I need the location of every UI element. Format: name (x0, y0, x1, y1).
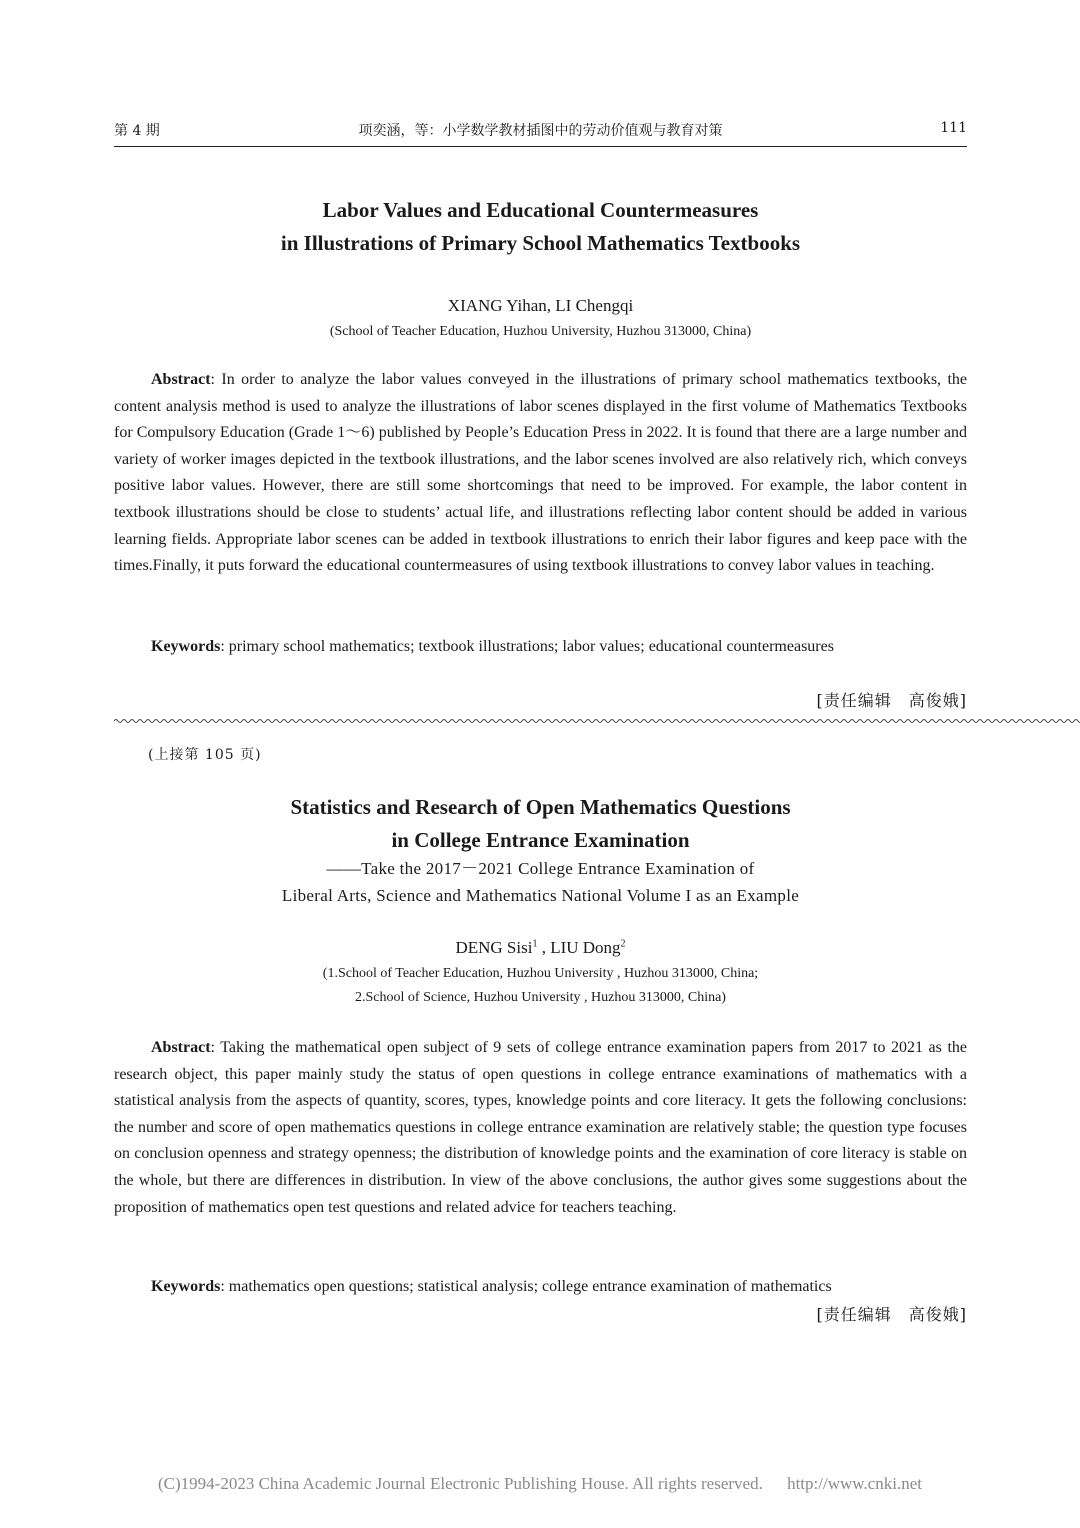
article1-abstract: Abstract: In order to analyze the labor values conveyed in the illustrations of primary school mathematics textbooks, the content analysis method is used to analyze the illustrations of labor scenes displayed in the first volume of Mathematics Textbooks for Compulsory Education (Grade 1～6) published by People’s Education Press in 2022. It is found that there are a large number and variety of worker images depicted in the textbook illustrations, and the labor scenes involved are also relatively rich, which conveys positive labor values. However, there are still some shortcomings that need to be improved. For example, the labor content in textbook illustrations should be close to students’ actual life, and illustrations reflecting labor content should be added in various learning fields. Appropriate labor scenes can be added in textbook illustrations to enrich their labor figures and keep pace with the times.Finally, it puts forward the educational countermeasures of using textbook illustrations to convey labor values in teaching. (114, 371, 968, 575)
article2-subtitle-line2: Liberal Arts, Science and Mathematics National Volume I as an Example (281, 886, 800, 905)
copyright-text: (C)1994-2023 China Academic Journal Electronic Publishing House. All rights reserved. (158, 1474, 763, 1493)
running-header (114, 118, 967, 142)
wavy-divider (114, 716, 1080, 726)
article2-abstract-label: Abstract (151, 1039, 211, 1056)
author1-sup: 1 (532, 938, 538, 950)
article2-keywords-text: mathematics open questions; statistical analysis; college entrance examination of mathematics (228, 1278, 832, 1295)
article1-abstract-text: In order to analyze the labor values conveyed in the illustrations of primary school mathematics textbooks, the content analysis method is used to analyze the illustrations of labor scenes displayed in the first volume of Mathematics Textbooks for Compulsory Education (Grade 1～6) published by People’s Education Press in 2022. It is found that there are a large number and variety of worker images depicted in the textbook illustrations, and the labor scenes involved are also relatively rich, which conveys positive labor values. However, there are still some shortcomings that need to be improved. For example, the labor content in textbook illustrations should be close to students’ actual life, and illustrations reflecting labor content should be added in various learning fields. Appropriate labor scenes can be added in textbook illustrations to enrich their labor figures and keep pace with the times.Finally, it puts forward the educational countermeasures of using textbook illustrations to convey labor values in teaching. (114, 371, 968, 575)
article2-authors (114, 938, 967, 958)
article2-title-line2: in College Entrance Examination (391, 828, 690, 852)
article2-abstract: Abstract: Taking the mathematical open subject of 9 sets of college entrance examination papers from 2017 to 2021 as the research object, this paper mainly study the status of open questions in college entrance examinations of mathematics with a statistical analysis from the aspects of quantity, scores, types, knowledge points and core literacy. It gets the following conclusions: the number and score of open mathematics questions in college entrance examination are relatively stable; the question type focuses on conclusion openness and strategy openness; the distribution of knowledge points and the examination of core literacy is stable on the whole, but there are differences in distribution. In view of the above conclusions, the author gives some suggestions about the proposition of mathematics open test questions and related advice for teachers teaching. (114, 1039, 967, 1216)
article1-authors: XIANG Yihan, LI Chengqi (447, 296, 634, 315)
page-number: 111 (940, 120, 967, 136)
article1-title (114, 194, 967, 260)
copyright-footer (0, 1474, 1080, 1494)
article2-affiliation-line2: 2.School of Science, Huzhou University , Huzhou 313000, China) (355, 990, 726, 1005)
article2-keywords-label: Keywords (151, 1278, 221, 1295)
article2-editor: [责任编辑 高俊娥] (816, 1305, 967, 1324)
article2-keywords: Keywords: mathematics open questions; statistical analysis; college entrance examination of mathematics (151, 1278, 832, 1295)
article1-title-line2: in Illustrations of Primary School Mathematics Textbooks (280, 231, 801, 255)
article2-title-line1: Statistics and Research of Open Mathematics Questions (290, 795, 791, 819)
author2-name: LIU Dong (550, 938, 621, 957)
author-separator: , (537, 938, 551, 957)
article2-abstract-text: Taking the mathematical open subject of 9 sets of college entrance examination papers from 2017 to 2021 as the research object, this paper mainly study the status of open questions in college entrance examinations of mathematics with a statistical analysis from the aspects of quantity, scores, types, knowledge points and core literacy. It gets the following conclusions: the number and score of open mathematics questions in college entrance examination are relatively stable; the question type focuses on conclusion openness and strategy openness; the distribution of knowledge points and the examination of core literacy is stable on the whole, but there are differences in distribution. In view of the above conclusions, the author gives some suggestions about the proposition of mathematics open test questions and related advice for teachers teaching. (114, 1039, 967, 1216)
article1-title-line1: Labor Values and Educational Countermeasures (322, 198, 759, 222)
article1-affiliation: (School of Teacher Education, Huzhou University, Huzhou 313000, China) (329, 324, 752, 339)
article2-subtitle (114, 855, 967, 909)
cnki-url[interactable]: http://www.cnki.net (787, 1474, 922, 1493)
running-title: 项奕涵，等：小学数学教材插图中的劳动价值观与教育对策 (358, 123, 723, 139)
article1-keywords: Keywords: primary school mathematics; textbook illustrations; labor values; educational countermeasures (151, 638, 834, 655)
article2-affiliation (114, 962, 967, 1010)
header-rule (114, 146, 967, 147)
article1-abstract-label: Abstract (151, 371, 211, 388)
article2-subtitle-line1: ——Take the 2017－2021 College Entrance Examination of (326, 859, 755, 878)
issue-number: 第 4 期 (114, 123, 160, 139)
article1-keywords-text: primary school mathematics; textbook illustrations; labor values; educational countermeasures (228, 638, 834, 655)
article2-title (114, 791, 967, 857)
article1-editor: [责任编辑 高俊娥] (816, 691, 967, 710)
article1-keywords-label: Keywords (151, 638, 221, 655)
continued-note: (上接第 105 页) (148, 747, 262, 763)
author1-name: DENG Sisi (455, 938, 533, 957)
author2-sup: 2 (620, 938, 626, 950)
article2-affiliation-line1: (1.School of Teacher Education, Huzhou University , Huzhou 313000, China; (322, 966, 759, 981)
